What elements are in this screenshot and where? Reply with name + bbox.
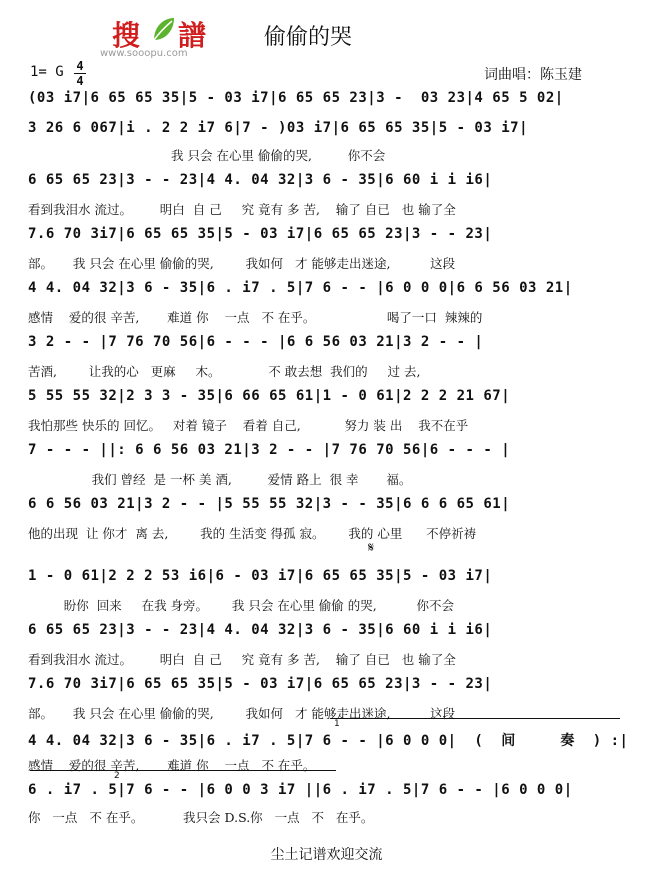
key-signature: 1= G [30,64,64,80]
credits: 词曲唱：陈玉建 [484,67,582,83]
logo-char-pu: 譜 [178,19,207,52]
footer-note: 尘土记谱欢迎交流 [270,847,383,863]
site-url[interactable]: www.sooopu.com [100,48,188,59]
volta-bracket-1 [330,718,620,731]
notation-line: 7.6 70 3i7|6 65 65 35|5 - 03 i7|6 65 65 23|3 - - 23| [28,226,493,242]
notation-line: 4 4. 04 32|3 6 - 35|6 . i7 . 5|7 6 - - |6 0 0 0| ( 间 奏 ) :| [28,733,629,749]
lyric-line: 感情 爱的很 辛苦, 难道 你 一点 不 在乎。 [28,758,316,773]
notation-line: 4 4. 04 32|3 6 - 35|6 . i7 . 5|7 6 - - |6 0 0 0|6 6 56 03 21| [28,280,573,296]
notation-line: 7 - - - ||: 6 6 56 03 21|3 2 - - |7 76 70 56|6 - - - | [28,442,511,458]
notation-line: 3 26 6 067|i . 2 2 i7 6|7 - )03 i7|6 65 65 35|5 - 03 i7| [28,120,529,136]
segno-sign: 𝄋 [368,540,375,556]
lyric-line: 感情 爱的很 辛苦, 难道 你 一点 不 在乎。 喝了一口 辣辣的 [28,310,483,325]
site-logo [100,14,232,60]
lyric-line: 部。 我 只会 在心里 偷偷的哭, 我如何 才 能够走出迷途, 这段 [28,256,456,271]
notation-line: 6 65 65 23|3 - - 23|4 4. 04 32|3 6 - 35|6 60 i i i6| [28,622,493,638]
lyric-line: 部。 我 只会 在心里 偷偷的哭, 我如何 才 能够走出迷途, 这段 [28,706,456,721]
lyric-line: 我 只会 在心里 偷偷的哭, 你不会 [28,148,386,163]
lyric-line: 他的出现 让 你才 离 去, 我的 生活变 得孤 寂。 我的 心里 不停祈祷 [28,526,477,541]
logo-char-sou: 搜 [112,19,141,52]
lyric-line: 我们 曾经 是 一杯 美 酒, 爱情 路上 很 幸 福。 [28,472,412,487]
leaf-icon [150,16,176,44]
notation-line: 6 . i7 . 5|7 6 - - |6 0 0 3 i7 ||6 . i7 . 5|7 6 - - |6 0 0 0| [28,782,573,798]
notation-line: 3 2 - - |7 76 70 56|6 - - - |6 6 56 03 21|3 2 - - | [28,334,484,350]
time-signature [74,60,86,87]
notation-line: 7.6 70 3i7|6 65 65 35|5 - 03 i7|6 65 65 23|3 - - 23| [28,676,493,692]
notation-line: (03 i7|6 65 65 35|5 - 03 i7|6 65 65 23|3 - 03 23|4 65 5 02| [28,90,564,106]
volta-bracket-2 [30,770,336,783]
time-signature-bottom: 4 [76,74,84,88]
time-signature-top: 4 [76,59,84,73]
lyric-line: 看到我泪水 流过。 明白 自 己 究 竟有 多 苦, 输了 自已 也 输了全 [28,652,456,667]
lyric-line: 我怕那些 快乐的 回忆。 对着 镜子 看着 自己, 努力 装 出 我不在乎 [28,418,469,433]
volta-number-1: 1 [334,719,340,729]
lyric-line: 盼你 回来 在我 身旁。 我 只会 在心里 偷偷 的哭, 你不会 [28,598,454,613]
lyric-line: 苦酒, 让我的心 更麻 木。 不 敢去想 我们的 过 去, [28,364,421,379]
lyric-line: 看到我泪水 流过。 明白 自 己 究 竟有 多 苦, 输了 自已 也 输了全 [28,202,456,217]
notation-line: 1 - 0 61|2 2 2 53 i6|6 - 03 i7|6 65 65 35|5 - 03 i7| [28,568,493,584]
volta-number-2: 2 [114,771,120,781]
notation-line: 6 65 65 23|3 - - 23|4 4. 04 32|3 6 - 35|6 60 i i i6| [28,172,493,188]
notation-line: 5 55 55 32|2 3 3 - 35|6 66 65 61|1 - 0 61|2 2 2 21 67| [28,388,511,404]
lyric-line: 你 一点 不 在乎。 我只会 D.S.你 一点 不 在乎。 [28,810,374,825]
notation-line: 6 6 56 03 21|3 2 - - |5 55 55 32|3 - - 35|6 6 6 65 61| [28,496,511,512]
song-title: 偷偷的哭 [264,25,353,50]
